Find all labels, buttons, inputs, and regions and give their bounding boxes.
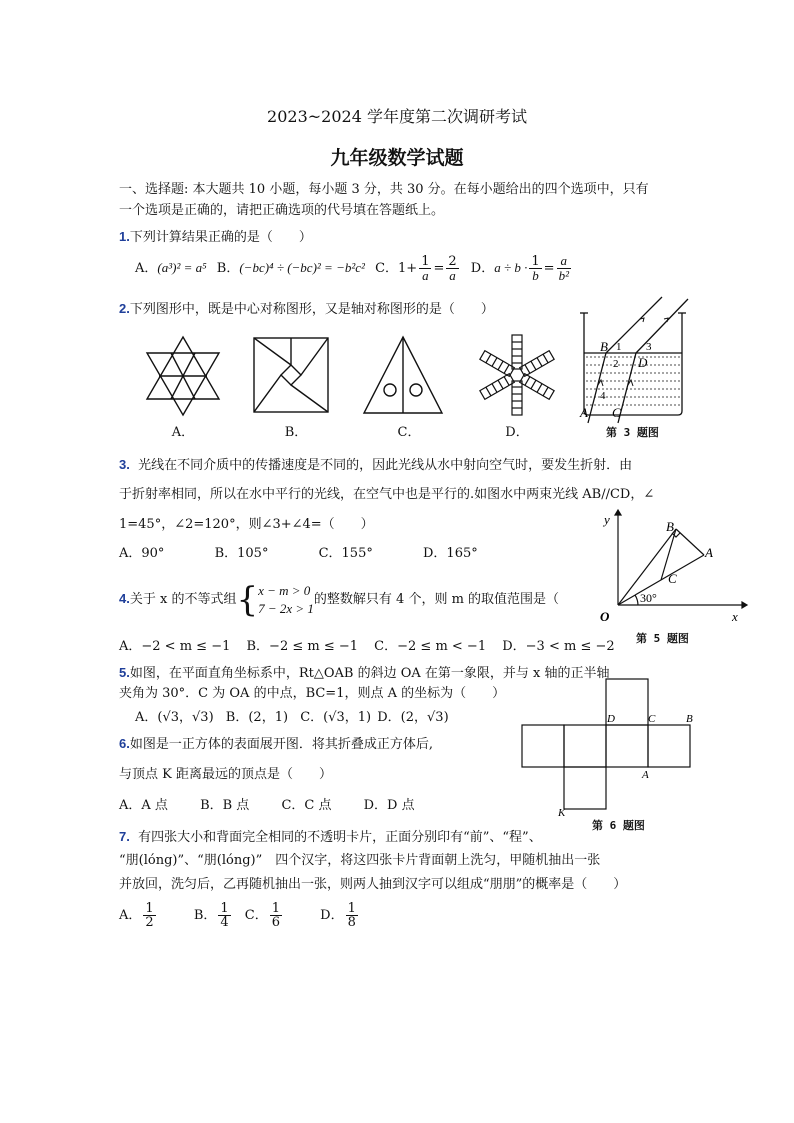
q2-label-d: D． <box>505 425 529 440</box>
q2-stem-text: 下列图形中，既是中心对称图形，又是轴对称图形的是（ ） <box>129 302 494 317</box>
q1-stem-text: 下列计算结果正确的是（ ） <box>129 230 312 245</box>
q6-line1-text: 如图是一正方体的表面展开图．将其折叠成正方体后, <box>129 737 433 752</box>
q7-option-c-label: C． <box>244 908 268 923</box>
q2-figure-d-snowflake <box>472 332 562 418</box>
q6-figure-cube-net <box>518 677 704 817</box>
q2-label-c: C． <box>397 425 421 440</box>
q7-option-b-label: B． <box>193 908 217 923</box>
q5-number: 5. <box>119 665 130 680</box>
q3-number: 3. <box>119 457 130 472</box>
q3-option-d: D．165° <box>423 546 478 561</box>
q5-label-a: A <box>705 545 713 560</box>
q4-stem-pre: 关于 x 的不等式组 <box>129 592 237 607</box>
q7-line2: “朋(lóng)”、“朋(lóng)” 四个汉字，将这四张卡片背面朝上洗匀，甲随机抽出一张 <box>119 853 601 868</box>
q3-line2: 于折射率相同，所以在水中平行的光线，在空气中也是平行的.如图水中两束光线 AB//CD，∠ <box>119 487 655 502</box>
q4-inequality-system <box>258 582 314 618</box>
q7-options <box>119 898 360 934</box>
q3-label-2: 2 <box>613 358 619 370</box>
q6-option-c: C．C 点 <box>281 798 332 813</box>
paper-title: 九年级数学试题 <box>330 147 464 169</box>
q1-option-a-expr: (a³)² = a⁵ <box>157 260 207 275</box>
q5-option-a: A．(√3，√3) <box>135 710 214 725</box>
q5-line1-text: 如图，在平面直角坐标系中，Rt△OAB 的斜边 OA 在第一象限，并与 x 轴的正半轴 <box>129 666 610 681</box>
q1-option-d-label: D． <box>470 261 495 276</box>
q3-label-c: C <box>612 405 621 420</box>
q4-option-a: A．−2 < m ≤ −1 <box>119 639 231 654</box>
q5-line2: 夹角为 30°．C 为 OA 的中点，BC=1，则点 A 的坐标为（ ） <box>119 686 506 701</box>
q4-stem <box>119 578 559 621</box>
q7-line1 <box>119 828 542 847</box>
q5-label-y: y <box>604 512 610 527</box>
section-instruction-line1: 一、选择题: 本大题共 10 小题，每小题 3 分，共 30 分。在每小题给出的四个选项中，只有 <box>119 182 649 197</box>
q4-stem-post: 的整数解只有 4 个，则 m 的取值范围是（ <box>313 592 560 607</box>
q5-option-c: C．(√3，1) <box>300 710 372 725</box>
q6-label-a: A <box>642 769 649 781</box>
q1-option-a-label: A． <box>135 261 158 276</box>
q2-figure-c-triangle-circles <box>360 335 446 415</box>
q6-line1 <box>119 735 433 754</box>
q4-options <box>119 638 615 656</box>
q1-stem <box>119 228 312 247</box>
q5-options <box>135 709 449 727</box>
q6-figure-caption: 第 6 题图 <box>592 819 645 832</box>
q2-label-b: B． <box>284 425 308 440</box>
q1-option-c-eq: = <box>433 261 445 276</box>
q4-brace: { <box>236 579 259 620</box>
q1-option-b-expr: (−bc)⁴ ÷ (−bc)² = −b²c² <box>239 260 365 275</box>
q3-figure-caption: 第 3 题图 <box>606 426 659 439</box>
q2-label-a: A． <box>171 425 195 440</box>
q3-option-b: B．105° <box>214 546 269 561</box>
q5-label-x: x <box>732 609 738 624</box>
q4-inequality-1: x − m > 0 <box>258 582 311 598</box>
q3-label-3: 3 <box>646 341 652 353</box>
section-instruction-line2: 一个选项是正确的，请把正确选项的代号填在答题纸上。 <box>119 203 445 218</box>
q3-label-1: 1 <box>616 341 622 353</box>
q5-figure-caption: 第 5 题图 <box>636 632 689 645</box>
q4-option-c: C．−2 ≤ m < −1 <box>374 639 487 654</box>
q6-label-c: C <box>648 713 656 725</box>
q3-options <box>119 545 478 563</box>
q6-option-b: B．B 点 <box>200 798 250 813</box>
q3-line1-text: 光线在不同介质中的传播速度是不同的，因此光线从水中射向空气时，要发生折射．由 <box>138 458 633 473</box>
q3-line1 <box>119 456 632 475</box>
q5-option-d: D．(2，√3) <box>377 710 449 725</box>
q1-option-c-label: C． <box>375 261 399 276</box>
q2-stem <box>119 300 494 319</box>
q4-number: 4. <box>119 591 130 606</box>
q5-label-angle: 30° <box>640 591 657 605</box>
q7-option-d-frac: $\frac{1}{8}$ <box>347 901 356 930</box>
q5-label-c: C <box>668 571 677 586</box>
q6-label-k: K <box>558 807 566 817</box>
q2-number: 2. <box>119 301 130 316</box>
q7-option-b-frac: $\frac{1}{4}$ <box>220 901 229 930</box>
q5-option-b: B．(2，1) <box>225 710 289 725</box>
q5-label-o: O <box>600 609 610 624</box>
q5-label-b: B <box>666 519 674 534</box>
q6-number: 6. <box>119 736 130 751</box>
q3-label-d: D <box>638 355 648 370</box>
q7-line1-text: 有四张大小和背面完全相同的不透明卡片，正面分别印有“前”、“程”、 <box>138 830 542 845</box>
q1-option-d-pre: a ÷ b · <box>494 260 528 275</box>
q7-option-a-label: A． <box>119 908 142 923</box>
q1-option-d-frac1: $\frac{1}{b}$ <box>531 253 540 283</box>
q1-number: 1. <box>119 229 130 244</box>
q5-figure-coordinate <box>594 507 750 629</box>
q3-label-4: 4 <box>600 390 606 402</box>
q2-figure-a-hexagram <box>140 333 226 419</box>
q3-figure-beaker <box>578 295 694 427</box>
q7-line3: 并放回，洗匀后，乙再随机抽出一张，则两人抽到汉字可以组成“朋朋”的概率是（ ） <box>119 877 627 892</box>
q1-option-c-frac2: $\frac{2}{a}$ <box>448 253 457 283</box>
q1-options <box>135 253 573 284</box>
q7-number: 7. <box>119 829 130 844</box>
q3-line3: 1=45°，∠2=120°，则∠3+∠4=（ ） <box>119 517 374 532</box>
q7-option-d-label: D． <box>320 908 344 923</box>
q1-option-d-frac2: $\frac{a}{\text{b²}}$ <box>558 253 569 283</box>
q6-options <box>119 797 415 815</box>
q1-option-c-pre: 1+ <box>398 261 418 276</box>
q3-label-a: A <box>580 405 588 420</box>
q4-option-d: D．−3 < m ≤ −2 <box>502 639 615 654</box>
q2-figure-b-pinwheel-square <box>252 336 330 414</box>
q4-option-b: B．−2 ≤ m ≤ −1 <box>246 639 359 654</box>
q6-line2: 与顶点 K 距离最远的顶点是（ ） <box>119 767 332 782</box>
q6-option-a: A．A 点 <box>119 798 168 813</box>
q6-option-d: D．D 点 <box>363 798 415 813</box>
q1-option-d-eq: = <box>543 261 555 276</box>
q3-option-c: C．155° <box>318 546 373 561</box>
q3-option-a: A．90° <box>119 546 165 561</box>
exam-title: 2023~2024 学年度第二次调研考试 <box>267 107 527 126</box>
q7-option-a-frac: $\frac{1}{2}$ <box>145 901 154 930</box>
q6-label-b: B <box>686 713 693 725</box>
q1-option-c-frac1: $\frac{1}{a}$ <box>421 253 430 283</box>
q6-label-d: D <box>607 713 615 725</box>
q7-option-c-frac: $\frac{1}{6}$ <box>271 901 281 930</box>
q4-inequality-2: 7 − 2x > 1 <box>258 600 314 616</box>
q3-label-b: B <box>600 339 608 354</box>
q1-option-b-label: B． <box>216 261 240 276</box>
